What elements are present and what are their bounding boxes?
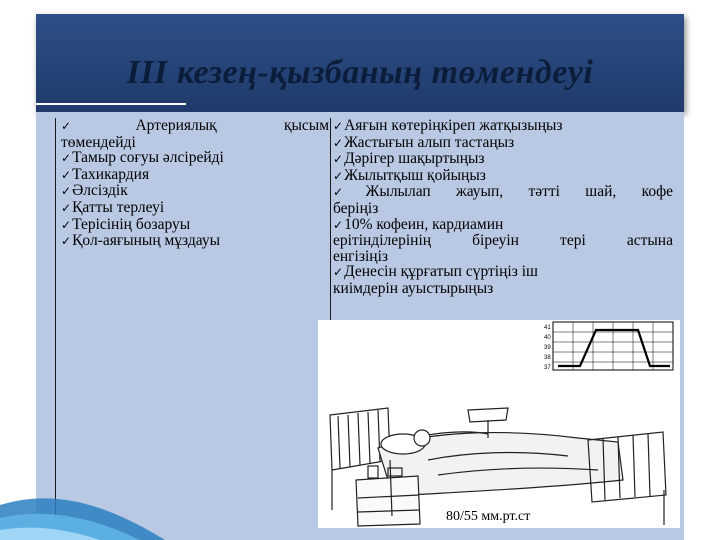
tick-label: 39 <box>544 345 551 351</box>
checkmark-icon: ✓ <box>61 184 72 199</box>
checkmark-icon: ✓ <box>61 217 72 232</box>
tick-label: 38 <box>544 355 551 361</box>
item-text: Әлсіздік <box>72 182 128 200</box>
list-item-continuation: төмендейді <box>61 133 136 151</box>
checkmark-icon: ✓ <box>61 200 72 215</box>
checkmark-icon: ✓ <box>61 119 135 133</box>
list-item <box>61 167 329 184</box>
item-text: Жылытқыш қойыңыз <box>344 166 486 184</box>
slide-title: ІІІ кезең-қызбаның төмендеуі <box>126 54 594 91</box>
list-item <box>61 200 329 217</box>
checkmark-icon: ✓ <box>61 151 72 166</box>
checkmark-icon: ✓ <box>333 135 344 150</box>
item-text: қысым <box>283 117 329 134</box>
item-text: Қатты терлеуі <box>72 198 165 216</box>
list-item <box>333 135 673 152</box>
checkmark-icon: ✓ <box>61 167 72 182</box>
item-text: Артериялық <box>135 117 217 134</box>
item-text: Қол-аяғының мұздауы <box>72 232 221 250</box>
item-text: 10% кофеин, кардиамин <box>344 215 504 233</box>
list-item <box>333 217 673 234</box>
tick-label: 40 <box>544 335 551 341</box>
checkmark-icon: ✓ <box>333 168 344 183</box>
item-text: Дәрігер шақыртыңыз <box>344 150 485 168</box>
list-item <box>61 150 329 167</box>
list-item <box>61 233 329 250</box>
list-item <box>61 183 329 200</box>
checkmark-icon: ✓ <box>333 217 344 232</box>
checkmark-icon: ✓ <box>61 234 72 249</box>
checkmark-icon: ✓ <box>333 119 344 133</box>
list-item <box>333 118 673 135</box>
list-item <box>61 118 329 135</box>
list-item-continuation: ерітінділерінің біреуін тері астына <box>333 232 673 250</box>
list-item-continuation: киімдерін ауыстырыңыз <box>333 279 494 297</box>
blood-pressure-caption: 80/55 мм.рт.ст <box>446 509 531 524</box>
temperature-chart <box>553 322 673 370</box>
list-item-continuation: енгізіңіз <box>333 247 388 265</box>
title-underline <box>36 103 186 105</box>
care-actions-column <box>333 118 673 297</box>
list-item <box>333 184 673 201</box>
item-text: Аяғын көтеріңкіреп жатқызыңыз <box>344 117 563 134</box>
decorative-swoosh <box>0 450 170 540</box>
chart-tick-labels <box>544 325 551 371</box>
item-text: Тахикардия <box>72 165 150 183</box>
checkmark-icon: ✓ <box>333 152 344 167</box>
checkmark-icon: ✓ <box>333 185 365 200</box>
list-item-continuation: беріңіз <box>333 199 379 217</box>
checkmark-icon: ✓ <box>333 265 344 280</box>
tick-label: 41 <box>544 325 551 331</box>
list-item <box>333 168 673 185</box>
tick-label: 37 <box>544 365 551 371</box>
item-text: Тамыр соғуы әлсірейді <box>72 149 224 167</box>
item-text: Жастығын алып тастаңыз <box>344 133 515 151</box>
list-item <box>333 151 673 168</box>
list-item <box>333 264 673 281</box>
item-text: Денесін құрғатып сүртіңіз іш <box>344 263 538 281</box>
patient-bed-illustration <box>318 320 680 528</box>
symptoms-column <box>61 118 329 250</box>
list-item <box>61 217 329 234</box>
item-text: Терісінің бозаруы <box>72 215 191 233</box>
title-bar <box>36 14 684 112</box>
item-text: Жылылап жауып, тәтті шай, кофе <box>365 183 674 201</box>
